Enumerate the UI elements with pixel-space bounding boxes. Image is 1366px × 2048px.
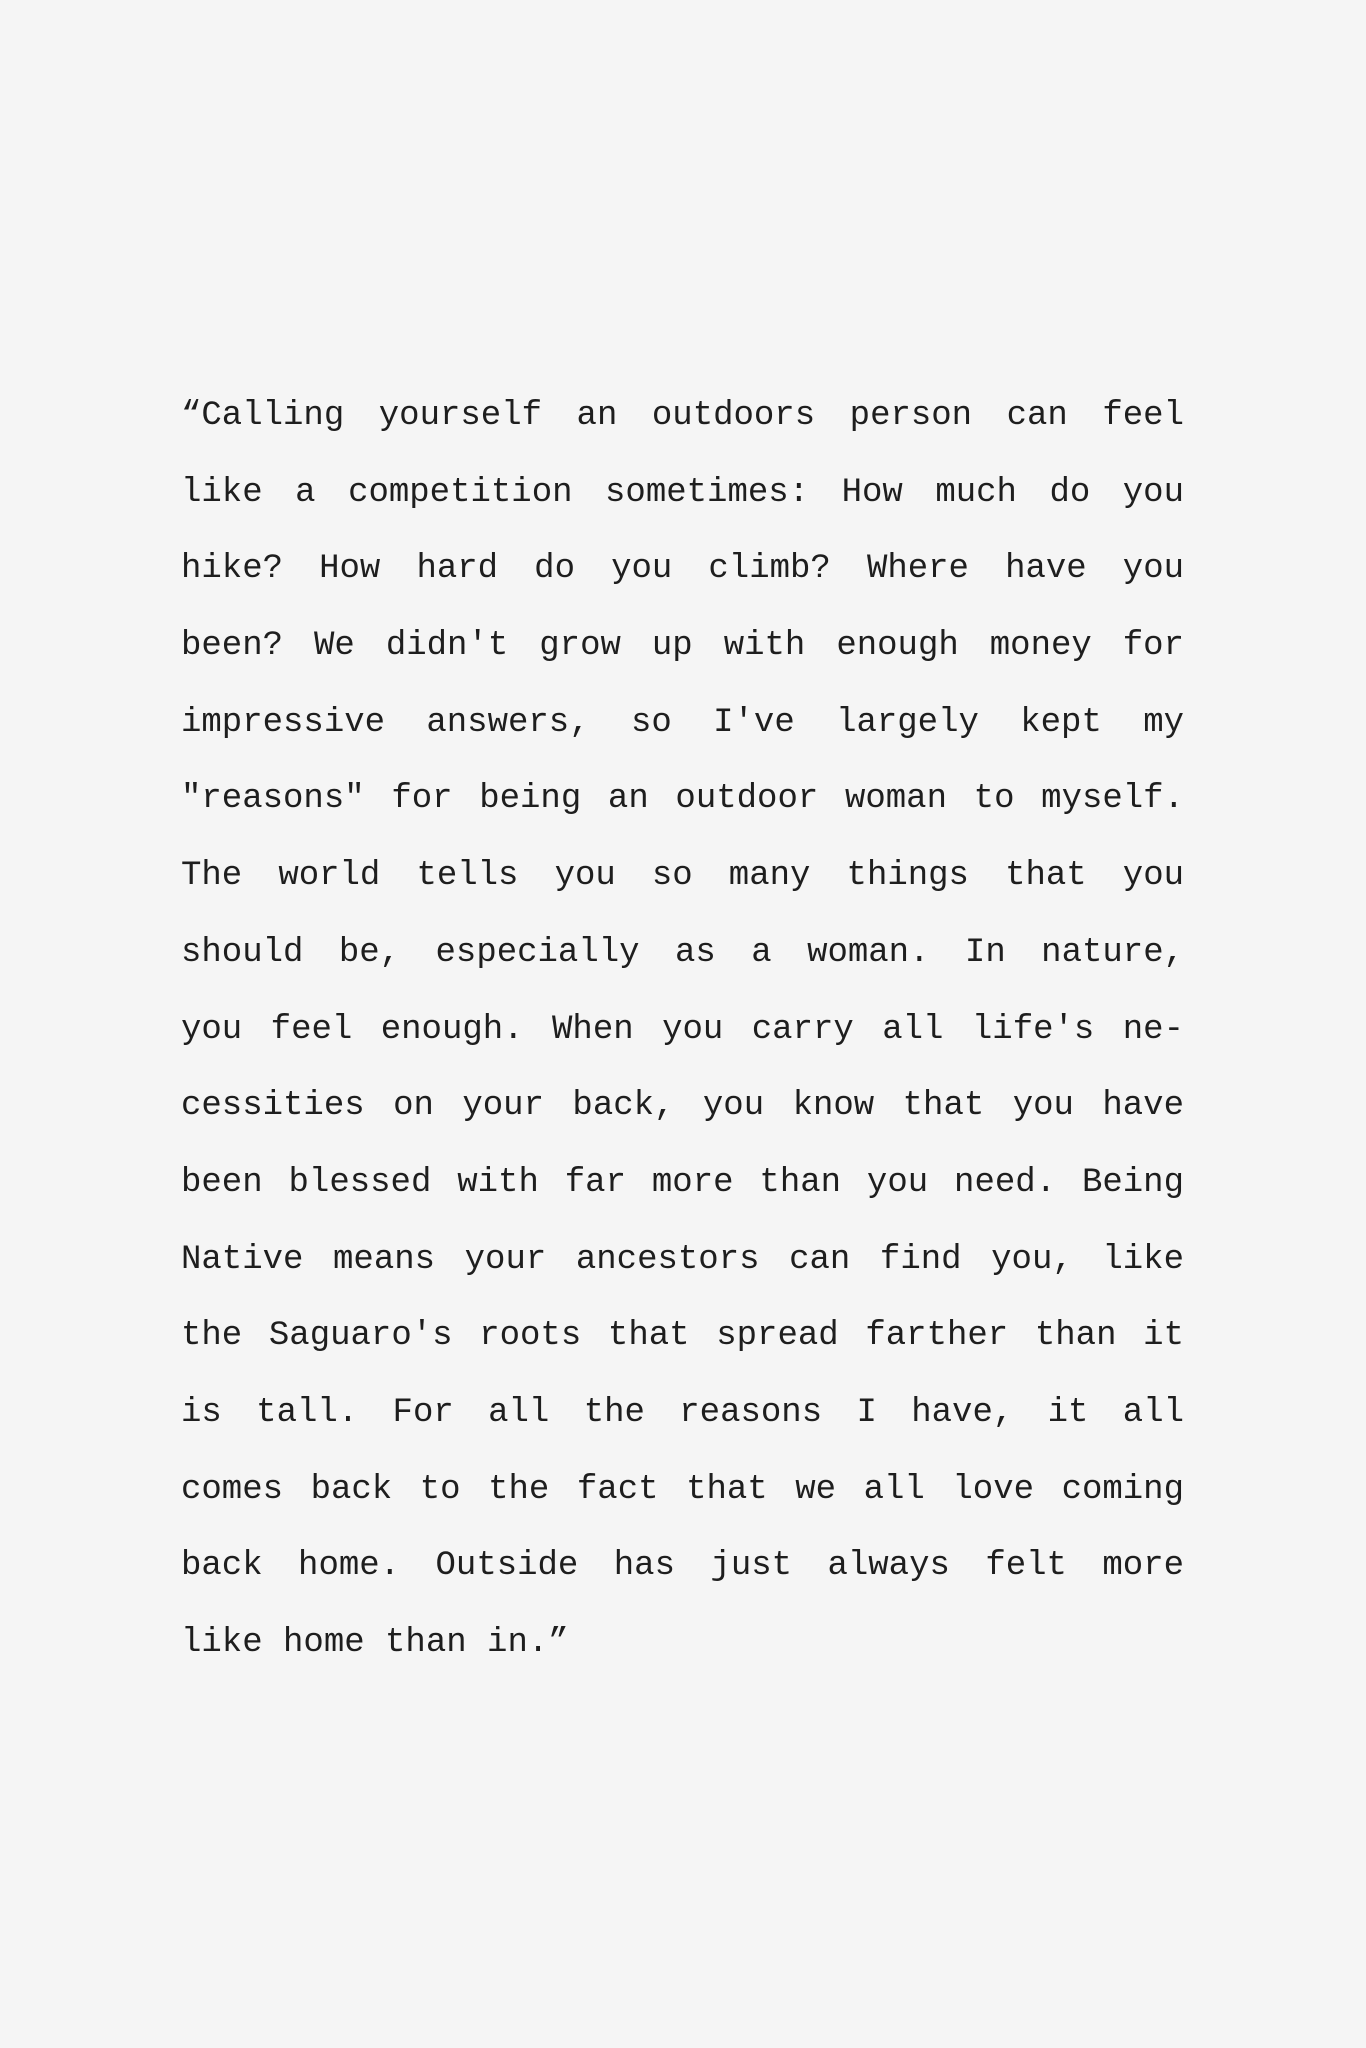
- quote-line: "reasons" for being an outdoor woman to myself.: [181, 780, 1184, 819]
- quote-line: “Calling yourself an outdoors person can feel: [181, 397, 1184, 435]
- quote-text-block: [181, 378, 1184, 1682]
- quote-line: comes back to the fact that we all love coming: [181, 1470, 1184, 1509]
- quote-line: hike? How hard do you climb? Where have you: [181, 550, 1184, 589]
- quote-line: Native means your ancestors can find you, like: [181, 1240, 1184, 1279]
- quote-line: The world tells you so many things that you: [181, 857, 1184, 896]
- quote-line: should be, especially as a woman. In nature,: [181, 933, 1184, 972]
- quote-line: been? We didn't grow up with enough money for: [181, 627, 1184, 666]
- quote-line: you feel enough. When you carry all life's ne-: [181, 1010, 1184, 1049]
- quote-line: the Saguaro's roots that spread farther than it: [181, 1317, 1184, 1356]
- quote-line: back home. Outside has just always felt more: [181, 1547, 1184, 1586]
- quote-line: impressive answers, so I've largely kept my: [181, 703, 1184, 742]
- quote-line: been blessed with far more than you need. Being: [181, 1163, 1184, 1202]
- quote-line: cessities on your back, you know that you have: [181, 1087, 1184, 1126]
- quote-line: like a competition sometimes: How much do you: [181, 473, 1184, 512]
- quote-line-last: like home than in.”: [181, 1624, 569, 1662]
- quote-line: is tall. For all the reasons I have, it all: [181, 1393, 1184, 1432]
